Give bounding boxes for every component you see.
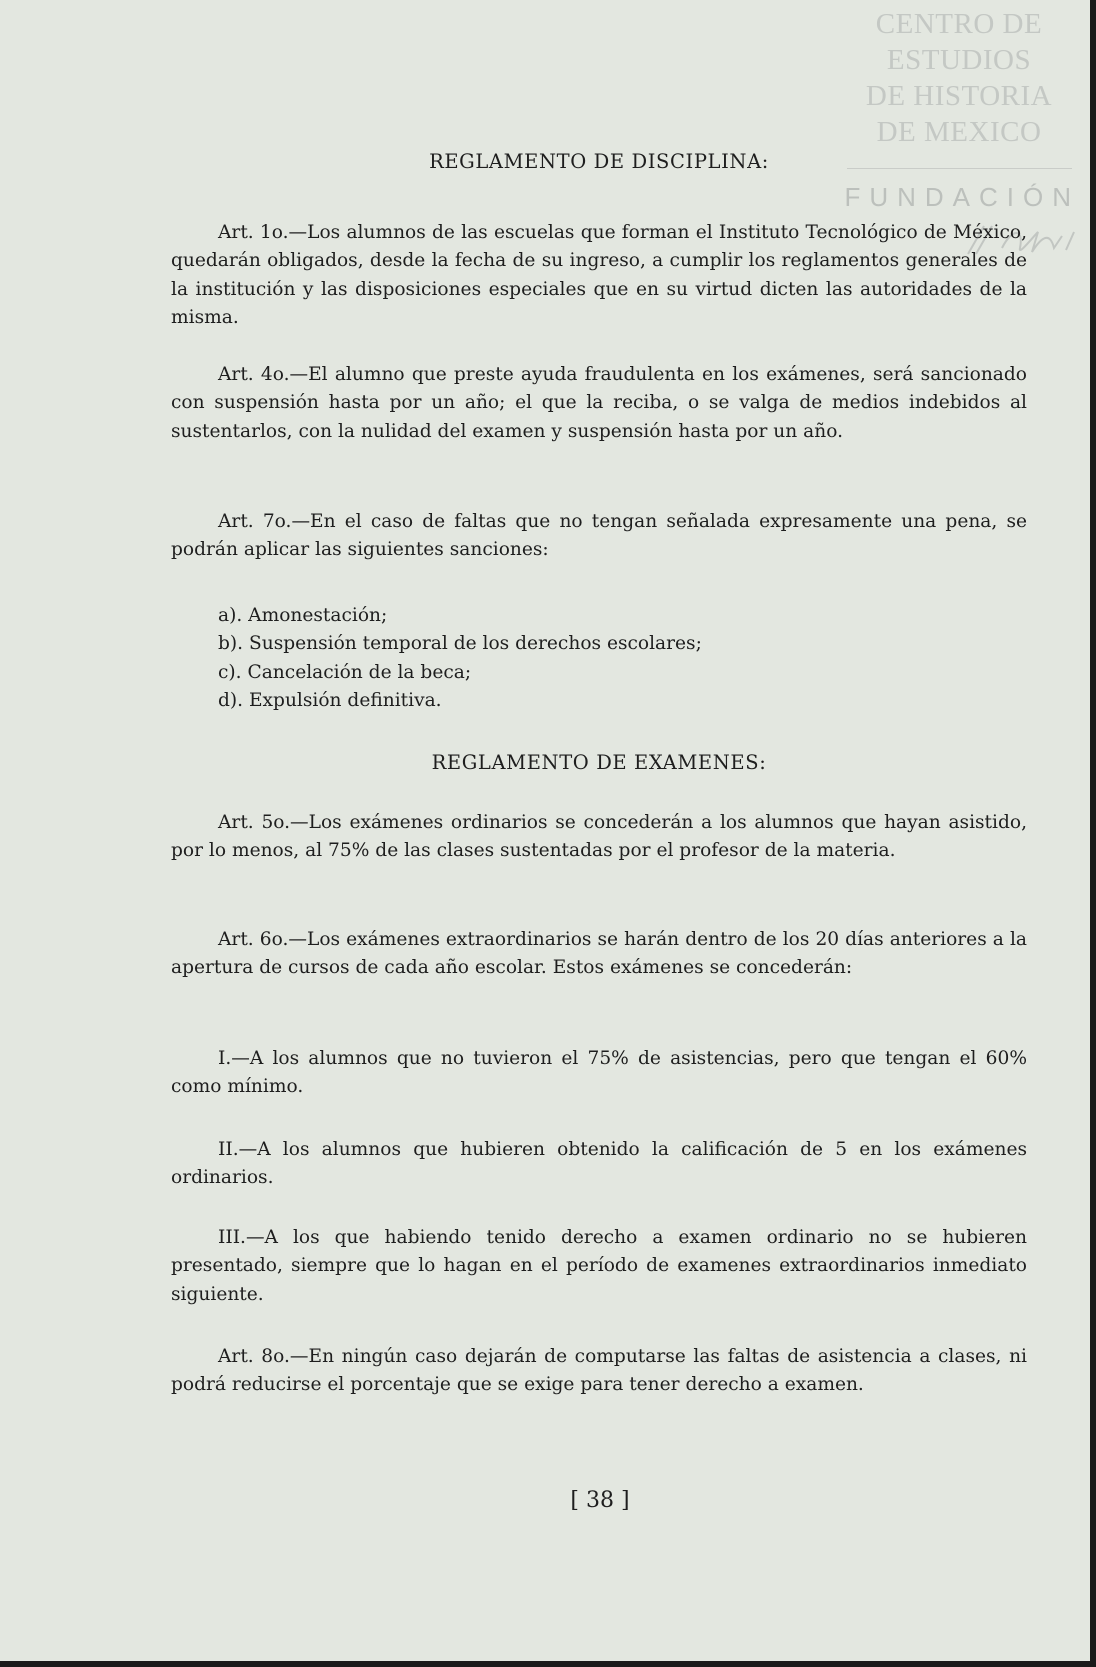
exams-heading: REGLAMENTO DE EXAMENES: <box>431 751 767 774</box>
clause-3 <box>171 1224 1027 1309</box>
clause-2-text: II.—A los alumnos que hubieren obtenido la calificación de 5 en los exámenes ordinarios. <box>171 1139 1027 1189</box>
watermark-line: DE MEXICO <box>876 116 1042 148</box>
watermark-line: ESTUDIOS <box>886 44 1032 76</box>
watermark-fundacion: FUNDACIÓN <box>844 182 1080 212</box>
page-number: [ 38 ] <box>570 1488 630 1513</box>
discipline-heading: REGLAMENTO DE DISCIPLINA: <box>429 150 769 173</box>
list-item: c). Cancelación de la beca; <box>218 661 472 683</box>
list-item: d). Expulsión definitiva. <box>218 690 442 712</box>
article-7 <box>171 508 1027 565</box>
article-5 <box>171 809 1027 866</box>
article-8-text: Art. 8o.—En ningún caso dejarán de computarse las faltas de asistencia a clases, ni podrá reducirse el porcentaje que se exige para tener derecho a examen. <box>171 1346 1027 1396</box>
clause-3-text: III.—A los que habiendo tenido derecho a examen ordinario no se hubieren presentado, siempre que lo hagan en el período de examenes extraordinarios inmediato siguiente. <box>171 1227 1027 1305</box>
article-4-text: Art. 4o.—El alumno que preste ayuda fraudulenta en los exámenes, será sancionado con suspensión hasta por un año; el que la reciba, o se valga de medios indebidos al sustentarlos, con la nulidad del examen y suspensión hasta por un año. <box>171 364 1027 442</box>
clause-2 <box>171 1136 1027 1193</box>
sanctions-list <box>171 602 1027 716</box>
list-item: b). Suspensión temporal de los derechos escolares; <box>218 633 702 655</box>
article-4 <box>171 361 1027 446</box>
clause-1 <box>171 1045 1027 1102</box>
article-6 <box>171 926 1027 983</box>
article-6-text: Art. 6o.—Los exámenes extraordinarios se harán dentro de los 20 días anteriores a la apertura de cursos de cada año escolar. Estos exámenes se concederán: <box>171 929 1027 979</box>
article-1 <box>171 219 1027 333</box>
article-8 <box>171 1343 1027 1400</box>
watermark-line: DE HISTORIA <box>865 80 1053 112</box>
clause-1-text: I.—A los alumnos que no tuvieron el 75% de asistencias, pero que tengan el 60% como mínimo. <box>171 1048 1027 1098</box>
watermark-line: CENTRO DE <box>875 8 1043 40</box>
list-item: a). Amonestación; <box>218 605 388 626</box>
article-7-text: Art. 7o.—En el caso de faltas que no tengan señalada expresamente una pena, se podrán aplicar las siguientes sanciones: <box>171 511 1027 561</box>
article-1-text: Art. 1o.—Los alumnos de las escuelas que forman el Instituto Tecnológico de México, quedarán obligados, desde la fecha de su ingreso, a cumplir los reglamentos generales de la institución y las disposiciones especiales que en su virtud dicten las autoridades de la misma. <box>171 222 1027 329</box>
article-5-text: Art. 5o.—Los exámenes ordinarios se concederán a los alumnos que hayan asistido, por lo menos, al 75% de las clases sustentadas por el profesor de la materia. <box>171 812 1027 862</box>
archive-watermark <box>854 6 1064 150</box>
